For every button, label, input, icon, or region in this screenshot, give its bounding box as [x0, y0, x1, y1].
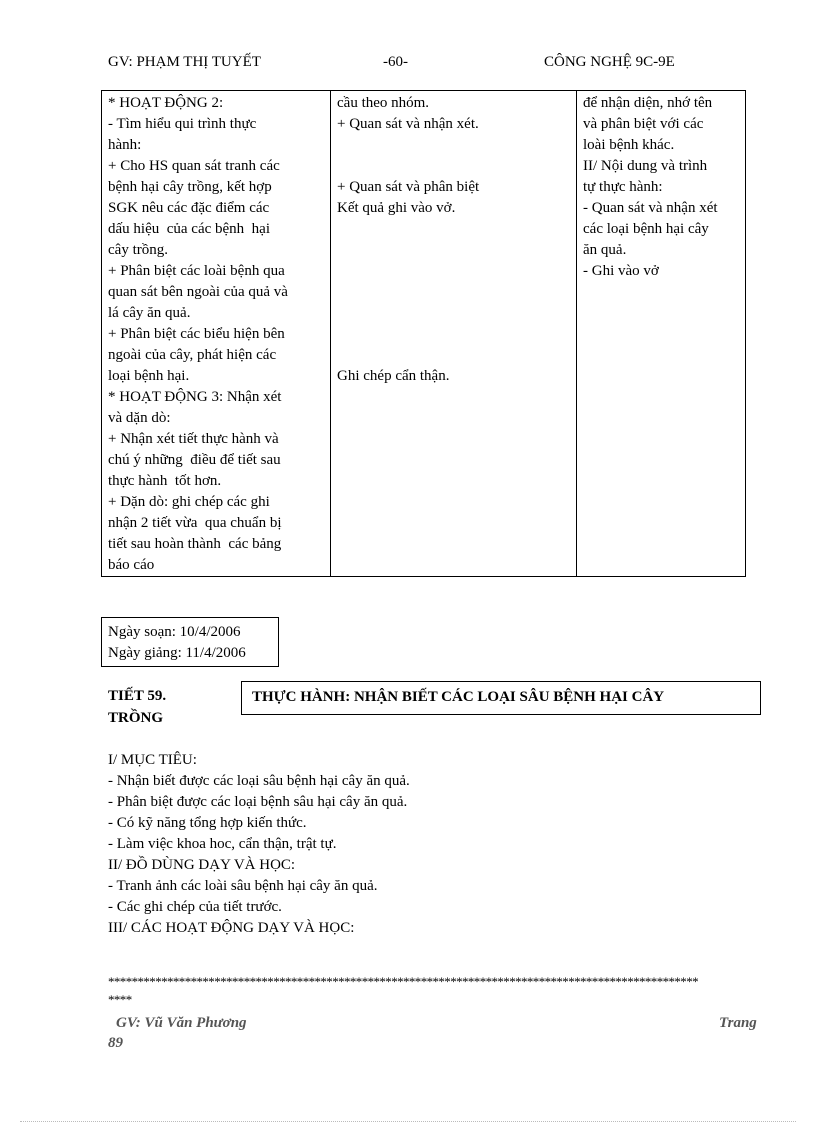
text-line: để nhận diện, nhớ tên: [583, 95, 713, 111]
date-prepared: Ngày soạn: 10/4/2006: [108, 624, 241, 640]
text-line: cầu theo nhóm.: [337, 95, 430, 111]
text-line: dấu hiệu của các bệnh hại: [108, 221, 271, 237]
text-line: [337, 156, 572, 177]
text-line: II/ Nội dung và trình: [583, 158, 708, 174]
text-line: chú ý những điều để tiết sau: [108, 452, 281, 468]
table-row: [102, 91, 746, 577]
text-line: + Dặn dò: ghi chép các ghi: [108, 494, 270, 510]
text-line: III/ CÁC HOẠT ĐỘNG DẠY VÀ HỌC:: [108, 920, 355, 936]
text-line: hành:: [108, 137, 142, 153]
text-line: nhận 2 tiết vừa qua chuẩn bị: [108, 515, 282, 531]
text-line: tự thực hành:: [583, 179, 663, 195]
text-line: + Cho HS quan sát tranh các: [108, 158, 280, 174]
page-bottom-divider: [20, 1121, 796, 1122]
text-line: [337, 219, 572, 240]
teacher-activity-cell: [102, 91, 331, 577]
text-line: [337, 303, 572, 324]
text-line: [337, 135, 572, 156]
text-line: lá cây ăn quả.: [108, 305, 191, 321]
text-line: [337, 282, 572, 303]
text-line: [337, 324, 572, 345]
text-line: báo cáo: [108, 557, 155, 573]
text-line: + Phân biệt các biểu hiện bên: [108, 326, 285, 342]
text-line: - Làm việc khoa hoc, cẩn thận, trật tự.: [108, 836, 337, 852]
text-line: + Nhận xét tiết thực hành và: [108, 431, 279, 447]
header-page-number: -60-: [383, 54, 408, 70]
date-taught: Ngày giảng: 11/4/2006: [108, 645, 246, 661]
lesson-tiet: TIẾT 59.: [108, 688, 167, 704]
text-line: SGK nêu các đặc điểm các: [108, 200, 270, 216]
date-box: [101, 617, 279, 667]
footer-author: GV: Vũ Văn Phương: [116, 1015, 247, 1031]
text-line: + Quan sát và phân biệt: [337, 179, 480, 195]
text-line: - Ghi vào vở: [583, 263, 659, 279]
text-line: - Nhận biết được các loại sâu bệnh hại cây ăn quả.: [108, 773, 410, 789]
student-activity-cell: [331, 91, 577, 577]
text-line: loài bệnh khác.: [583, 137, 675, 153]
text-line: quan sát bên ngoài của quả và: [108, 284, 288, 300]
text-line: I/ MỤC TIÊU:: [108, 752, 197, 768]
text-line: + Quan sát và nhận xét.: [337, 116, 479, 132]
text-line: Ghi chép cẩn thận.: [337, 368, 450, 384]
star-divider: [108, 973, 798, 1009]
text-line: cây trồng.: [108, 242, 168, 258]
lesson-title: THỰC HÀNH: NHẬN BIẾT CÁC LOẠI SÂU BỆNH HẠI CÂY: [241, 681, 761, 715]
text-line: - Tìm hiểu qui trình thực: [108, 116, 257, 132]
text-line: ngoài của cây, phát hiện các: [108, 347, 277, 363]
text-line: [337, 261, 572, 282]
text-line: [337, 345, 572, 366]
lesson-body: [108, 750, 410, 939]
text-line: loại bệnh hại.: [108, 368, 190, 384]
star-line-2: ****: [108, 992, 132, 1007]
text-line: - Phân biệt được các loại bệnh sâu hại cây ăn quả.: [108, 794, 408, 810]
text-line: các loại bệnh hại cây: [583, 221, 709, 237]
text-line: + Phân biệt các loài bệnh qua: [108, 263, 285, 279]
header-subject: CÔNG NGHỆ 9C-9E: [544, 54, 675, 70]
text-line: tiết sau hoàn thành các bảng: [108, 536, 282, 552]
text-line: * HOẠT ĐỘNG 2:: [108, 95, 224, 111]
activities-table: [101, 90, 746, 577]
header-teacher: GV: PHẠM THỊ TUYẾT: [108, 54, 261, 70]
text-line: - Tranh ảnh các loài sâu bệnh hại cây ăn quả.: [108, 878, 378, 894]
star-line-1: ****************************************************************************************************: [108, 974, 699, 989]
lesson-trong: TRỒNG: [108, 710, 164, 726]
content-cell: [577, 91, 746, 577]
text-line: * HOẠT ĐỘNG 3: Nhận xét: [108, 389, 282, 405]
text-line: thực hành tốt hơn.: [108, 473, 222, 489]
text-line: - Các ghi chép của tiết trước.: [108, 899, 282, 915]
text-line: và dặn dò:: [108, 410, 171, 426]
text-line: Kết quả ghi vào vở.: [337, 200, 456, 216]
text-line: bệnh hại cây trồng, kết hợp: [108, 179, 272, 195]
text-line: - Có kỹ năng tổng hợp kiến thức.: [108, 815, 307, 831]
lesson-number: [108, 685, 166, 729]
footer-trang: Trang: [719, 1015, 757, 1031]
footer-page: 89: [108, 1035, 123, 1051]
text-line: ăn quả.: [583, 242, 627, 258]
text-line: II/ ĐỒ DÙNG DẠY VÀ HỌC:: [108, 857, 296, 873]
text-line: [337, 240, 572, 261]
text-line: - Quan sát và nhận xét: [583, 200, 718, 216]
text-line: và phân biệt với các: [583, 116, 704, 132]
